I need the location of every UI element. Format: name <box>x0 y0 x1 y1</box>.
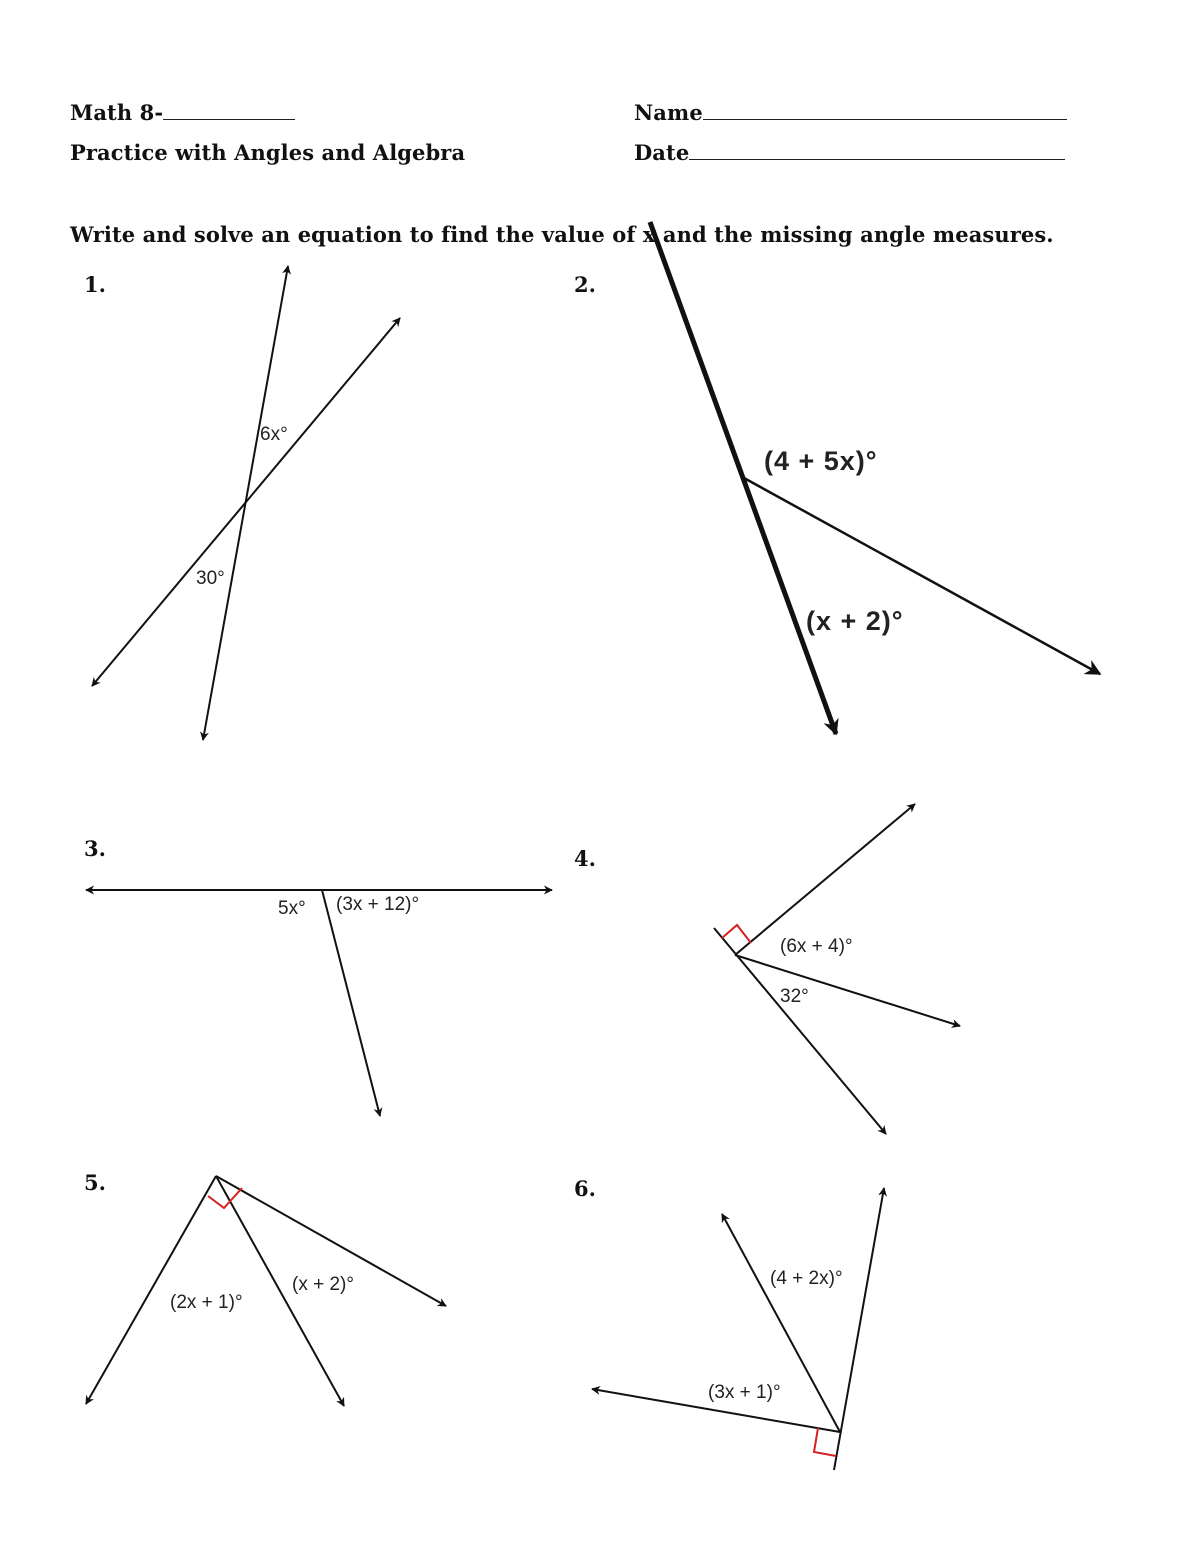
problem-4-ray-middle <box>735 955 960 1026</box>
date-label: Date <box>634 140 690 165</box>
problem-2-ray <box>744 478 1100 674</box>
name-label: Name <box>634 100 703 125</box>
problem-2-angle-label-b: (x + 2)° <box>806 606 904 636</box>
problem-3-ray <box>322 890 380 1116</box>
problem-6-angle-label-a: (4 + 2x)° <box>770 1268 843 1289</box>
problem-3-number: 3. <box>84 836 106 861</box>
problem-2-line <box>650 222 836 734</box>
instructions: Write and solve an equation to find the value of x and the missing angle measures. <box>70 222 1054 247</box>
problem-4-right-angle-mark <box>722 925 751 943</box>
problem-1-diagram <box>92 266 400 740</box>
problem-1-angle-label-a: 6x° <box>260 424 288 445</box>
problem-4-ray-down <box>714 928 886 1134</box>
problem-6-diagram <box>592 1188 884 1470</box>
problem-3-angle-label-a: 5x° <box>278 898 306 919</box>
worksheet-title-text: Practice with Angles and Algebra <box>70 140 466 165</box>
problem-5-diagram <box>86 1176 446 1406</box>
problem-4-angle-label-b: 32° <box>780 986 809 1007</box>
problem-2-diagram <box>650 222 1100 734</box>
problem-3-angle-label-b: (3x + 12)° <box>336 894 420 915</box>
problem-3-diagram <box>86 890 552 1116</box>
problem-6-angle-label-b: (3x + 1)° <box>708 1382 781 1403</box>
math-label: Math 8- <box>70 100 164 125</box>
problem-2-number: 2. <box>574 272 596 297</box>
problem-4-ray-up <box>735 804 915 955</box>
problem-5-angle-label-a: (2x + 1)° <box>170 1292 243 1313</box>
problem-4-angle-label-a: (6x + 4)° <box>780 936 853 957</box>
problem-1-angle-label-b: 30° <box>196 568 225 589</box>
problem-6-right-angle-mark <box>814 1428 836 1456</box>
problem-1-line-b <box>92 318 400 686</box>
problem-4-number: 4. <box>574 846 596 871</box>
problem-5-number: 5. <box>84 1170 106 1195</box>
problem-5-angle-label-b: (x + 2)° <box>292 1274 354 1295</box>
problem-1-number: 1. <box>84 272 106 297</box>
problem-5-ray-left <box>86 1176 216 1404</box>
problem-2-angle-label-a: (4 + 5x)° <box>764 446 878 476</box>
problem-6-ray-up <box>834 1188 884 1470</box>
problem-6-number: 6. <box>574 1176 596 1201</box>
problem-4-diagram <box>714 804 960 1134</box>
